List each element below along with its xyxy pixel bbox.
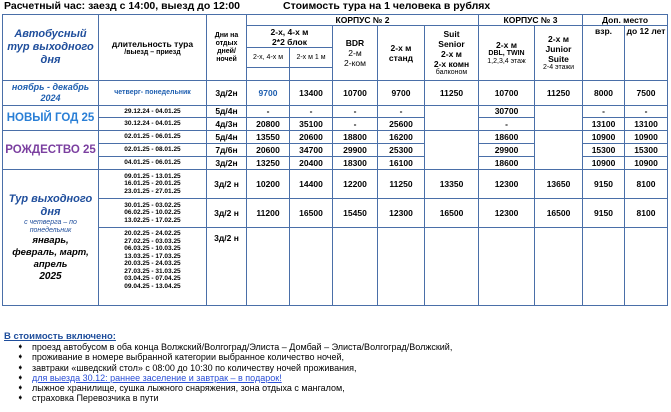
price-cell: 29900: [333, 144, 378, 157]
list-item: ➧ страховка Перевозчика в пути: [17, 393, 159, 404]
table-row: [3, 81, 668, 106]
price-cell: 8100: [625, 199, 668, 228]
table-row: [3, 199, 668, 228]
list-item: ➧ завтраки «шведский стол» с 08:00 до 10:30 по количеству ночей проживания,: [17, 362, 357, 373]
nights-cell: 3д/2 н: [207, 170, 247, 199]
price-cell: 10900: [583, 131, 625, 144]
tour-column-header: Автобусный тур выходного дня: [3, 15, 99, 81]
price-cell: 12200: [333, 170, 378, 199]
price-cell: 25300: [378, 144, 425, 157]
k3-junior-header: 2-х м Junior Suite 2-4 этажи: [535, 26, 583, 81]
bullet-icon: ➧: [17, 372, 24, 382]
price-cell: 11250: [425, 81, 479, 106]
price-cell: 11250: [378, 170, 425, 199]
cost-title: Стоимость тура на 1 человека в рублях: [283, 0, 491, 12]
nights-cell: 7д/6н: [207, 144, 247, 157]
dates-cell: 02.01.25 - 08.01.25: [99, 144, 207, 157]
duration-cell: четверг- понедельник: [99, 81, 207, 106]
price-cell: 35100: [290, 118, 333, 131]
price-cell: 25600: [378, 118, 425, 131]
price-cell: 7500: [625, 81, 668, 106]
dates-cell: 29.12.24 - 04.01.25: [99, 106, 207, 118]
price-cell: 16500: [290, 199, 333, 228]
price-cell: 9150: [583, 170, 625, 199]
included-section: [4, 331, 669, 404]
price-cell: 20600: [247, 144, 290, 157]
price-cell: -: [333, 118, 378, 131]
price-cell: 30700: [479, 106, 535, 118]
list-item: ➧ проезд автобусом в оба конца Волжский/Волгоград/Элиста – Домбай – Элиста/Волгоград/Волжский,: [17, 342, 453, 352]
price-cell: -: [625, 106, 668, 118]
k2-block-header: 2-х, 4-х м 2*2 блок: [247, 26, 333, 48]
included-title: В стоимость включено:: [4, 331, 116, 342]
price-cell: 34700: [290, 144, 333, 157]
nights-cell: 3д/2н: [207, 81, 247, 106]
price-cell: 11200: [247, 199, 290, 228]
price-cell: 16500: [425, 199, 479, 228]
price-cell: 10200: [247, 170, 290, 199]
header-line: [0, 0, 671, 13]
price-cell: 18300: [333, 157, 378, 170]
dates-cell: 30.12.24 - 04.01.25: [99, 118, 207, 131]
nights-cell: 3д/2 н: [207, 228, 247, 306]
nights-cell: 3д/2н: [207, 157, 247, 170]
price-cell: 29900: [479, 144, 535, 157]
bullet-icon: ➧: [17, 393, 24, 403]
gift-note-link[interactable]: ➧ для выезда 30.12: раннее заселение и завтрак – в подарок!: [17, 372, 282, 383]
table-row: [3, 228, 668, 306]
price-cell: 10900: [625, 131, 668, 144]
k2-suite-senior-header: Suit Senior 2-х м 2-х комн балконом: [425, 26, 479, 81]
list-item: ➧ лыжное хранилище, сушка лыжного снаряжения, зона отдыха с мангалом,: [17, 383, 345, 394]
price-cell: 16500: [535, 199, 583, 228]
price-cell: 12300: [479, 199, 535, 228]
price-cell: 18800: [333, 131, 378, 144]
k2-sub2-header: 2-х м 1 м: [290, 48, 333, 68]
price-table: [2, 14, 668, 306]
korpus3-header: КОРПУС № 3: [479, 15, 583, 26]
price-cell: 9700: [378, 81, 425, 106]
price-cell: 8100: [625, 170, 668, 199]
duration-header: длительность тура /выезд – приезд: [99, 15, 207, 81]
price-cell: 13100: [583, 118, 625, 131]
dates-cell: 04.01.25 - 06.01.25: [99, 157, 207, 170]
price-cell: 15300: [583, 144, 625, 157]
price-cell: 18600: [479, 157, 535, 170]
price-cell: 9150: [583, 199, 625, 228]
price-cell: -: [333, 106, 378, 118]
price-cell: [535, 106, 583, 131]
price-cell: -: [290, 106, 333, 118]
extra-adult-header: взр.: [583, 26, 625, 81]
price-cell: 18600: [479, 131, 535, 144]
price-cell: 16100: [378, 157, 425, 170]
dates-cell: 09.01.25 - 13.01.25 16.01.25 - 20.01.25 23.01.25 - 27.01.25: [99, 170, 207, 199]
price-cell: 14400: [290, 170, 333, 199]
christmas-label: РОЖДЕСТВО 25: [3, 131, 99, 170]
price-cell: -: [378, 106, 425, 118]
bullet-icon: ➧: [17, 362, 24, 372]
price-cell: -: [479, 118, 535, 131]
checkin-text: Расчетный час: заезд с 14:00, выезд до 12:00: [4, 0, 241, 12]
k3-dbl-header: 2-х м DBL, TWIN 1,2,3,4 этаж: [479, 26, 535, 81]
price-cell: 13550: [247, 131, 290, 144]
table-row: [3, 170, 668, 199]
list-item: ➧ проживание в номере выбранной категории выбранное количество ночей,: [17, 352, 344, 363]
price-cell: [425, 106, 479, 131]
price-cell: [425, 131, 479, 170]
price-cell: 12300: [378, 199, 425, 228]
dates-cell: 20.02.25 - 24.02.25 27.02.25 - 03.03.25 06.03.25 - 10.03.25 13.03.25 - 17.03.25 20.03.25 - 24.03.25 27.03.25 - 31.03.25 03.04.25 - 07.04.25 09.04.25 - 13.04.25: [99, 228, 207, 306]
price-cell: 13350: [425, 170, 479, 199]
nights-cell: 4д/3н: [207, 118, 247, 131]
price-cell: 15450: [333, 199, 378, 228]
price-cell: 20600: [290, 131, 333, 144]
nights-cell: 3д/2 н: [207, 199, 247, 228]
nights-cell: 5д/4н: [207, 106, 247, 118]
price-cell: 10700: [333, 81, 378, 106]
price-cell: 11250: [535, 81, 583, 106]
korpus2-header: КОРПУС № 2: [247, 15, 479, 26]
price-cell: 15300: [625, 144, 668, 157]
price-cell: 13100: [625, 118, 668, 131]
k2-bdr-header: BDR 2-м 2-ком: [333, 26, 378, 81]
price-cell: 13250: [247, 157, 290, 170]
new-year-label: НОВЫЙ ГОД 25: [3, 106, 99, 131]
k2-standard-header: 2-х м станд: [378, 26, 425, 81]
price-cell: 12300: [479, 170, 535, 199]
price-cell: 8000: [583, 81, 625, 106]
bullet-icon: ➧: [17, 352, 24, 362]
nights-cell: 5д/4н: [207, 131, 247, 144]
bullet-icon: ➧: [17, 383, 24, 393]
table-row: [3, 106, 668, 118]
price-cell: 20800: [247, 118, 290, 131]
table-row: [3, 131, 668, 144]
price-cell: -: [583, 106, 625, 118]
weekend-tour-label: Тур выходного дня с четверга – по понедельник январь, февраль, март, апрель 2025: [3, 170, 99, 306]
novdec-label: ноябрь - декабрь 2024: [3, 81, 99, 106]
price-cell: 9700: [247, 81, 290, 106]
price-cell: 13400: [290, 81, 333, 106]
dates-cell: 30.01.25 - 03.02.25 06.02.25 - 10.02.25 13.02.25 - 17.02.25: [99, 199, 207, 228]
extra-child-header: до 12 лет: [625, 26, 668, 81]
dates-cell: 02.01.25 - 06.01.25: [99, 131, 207, 144]
nights-header: Дни на отдых дней/ ночей: [207, 15, 247, 81]
price-cell: -: [247, 106, 290, 118]
price-cell: 20400: [290, 157, 333, 170]
extra-place-header: Доп. место: [583, 15, 668, 26]
price-cell: [535, 131, 583, 170]
price-cell: 16200: [378, 131, 425, 144]
bullet-icon: ➧: [17, 342, 24, 351]
price-cell: 10700: [479, 81, 535, 106]
price-cell: 10900: [625, 157, 668, 170]
k2-sub1-header: 2-х, 4-х м: [247, 48, 290, 68]
price-cell: 10900: [583, 157, 625, 170]
price-cell: 13650: [535, 170, 583, 199]
